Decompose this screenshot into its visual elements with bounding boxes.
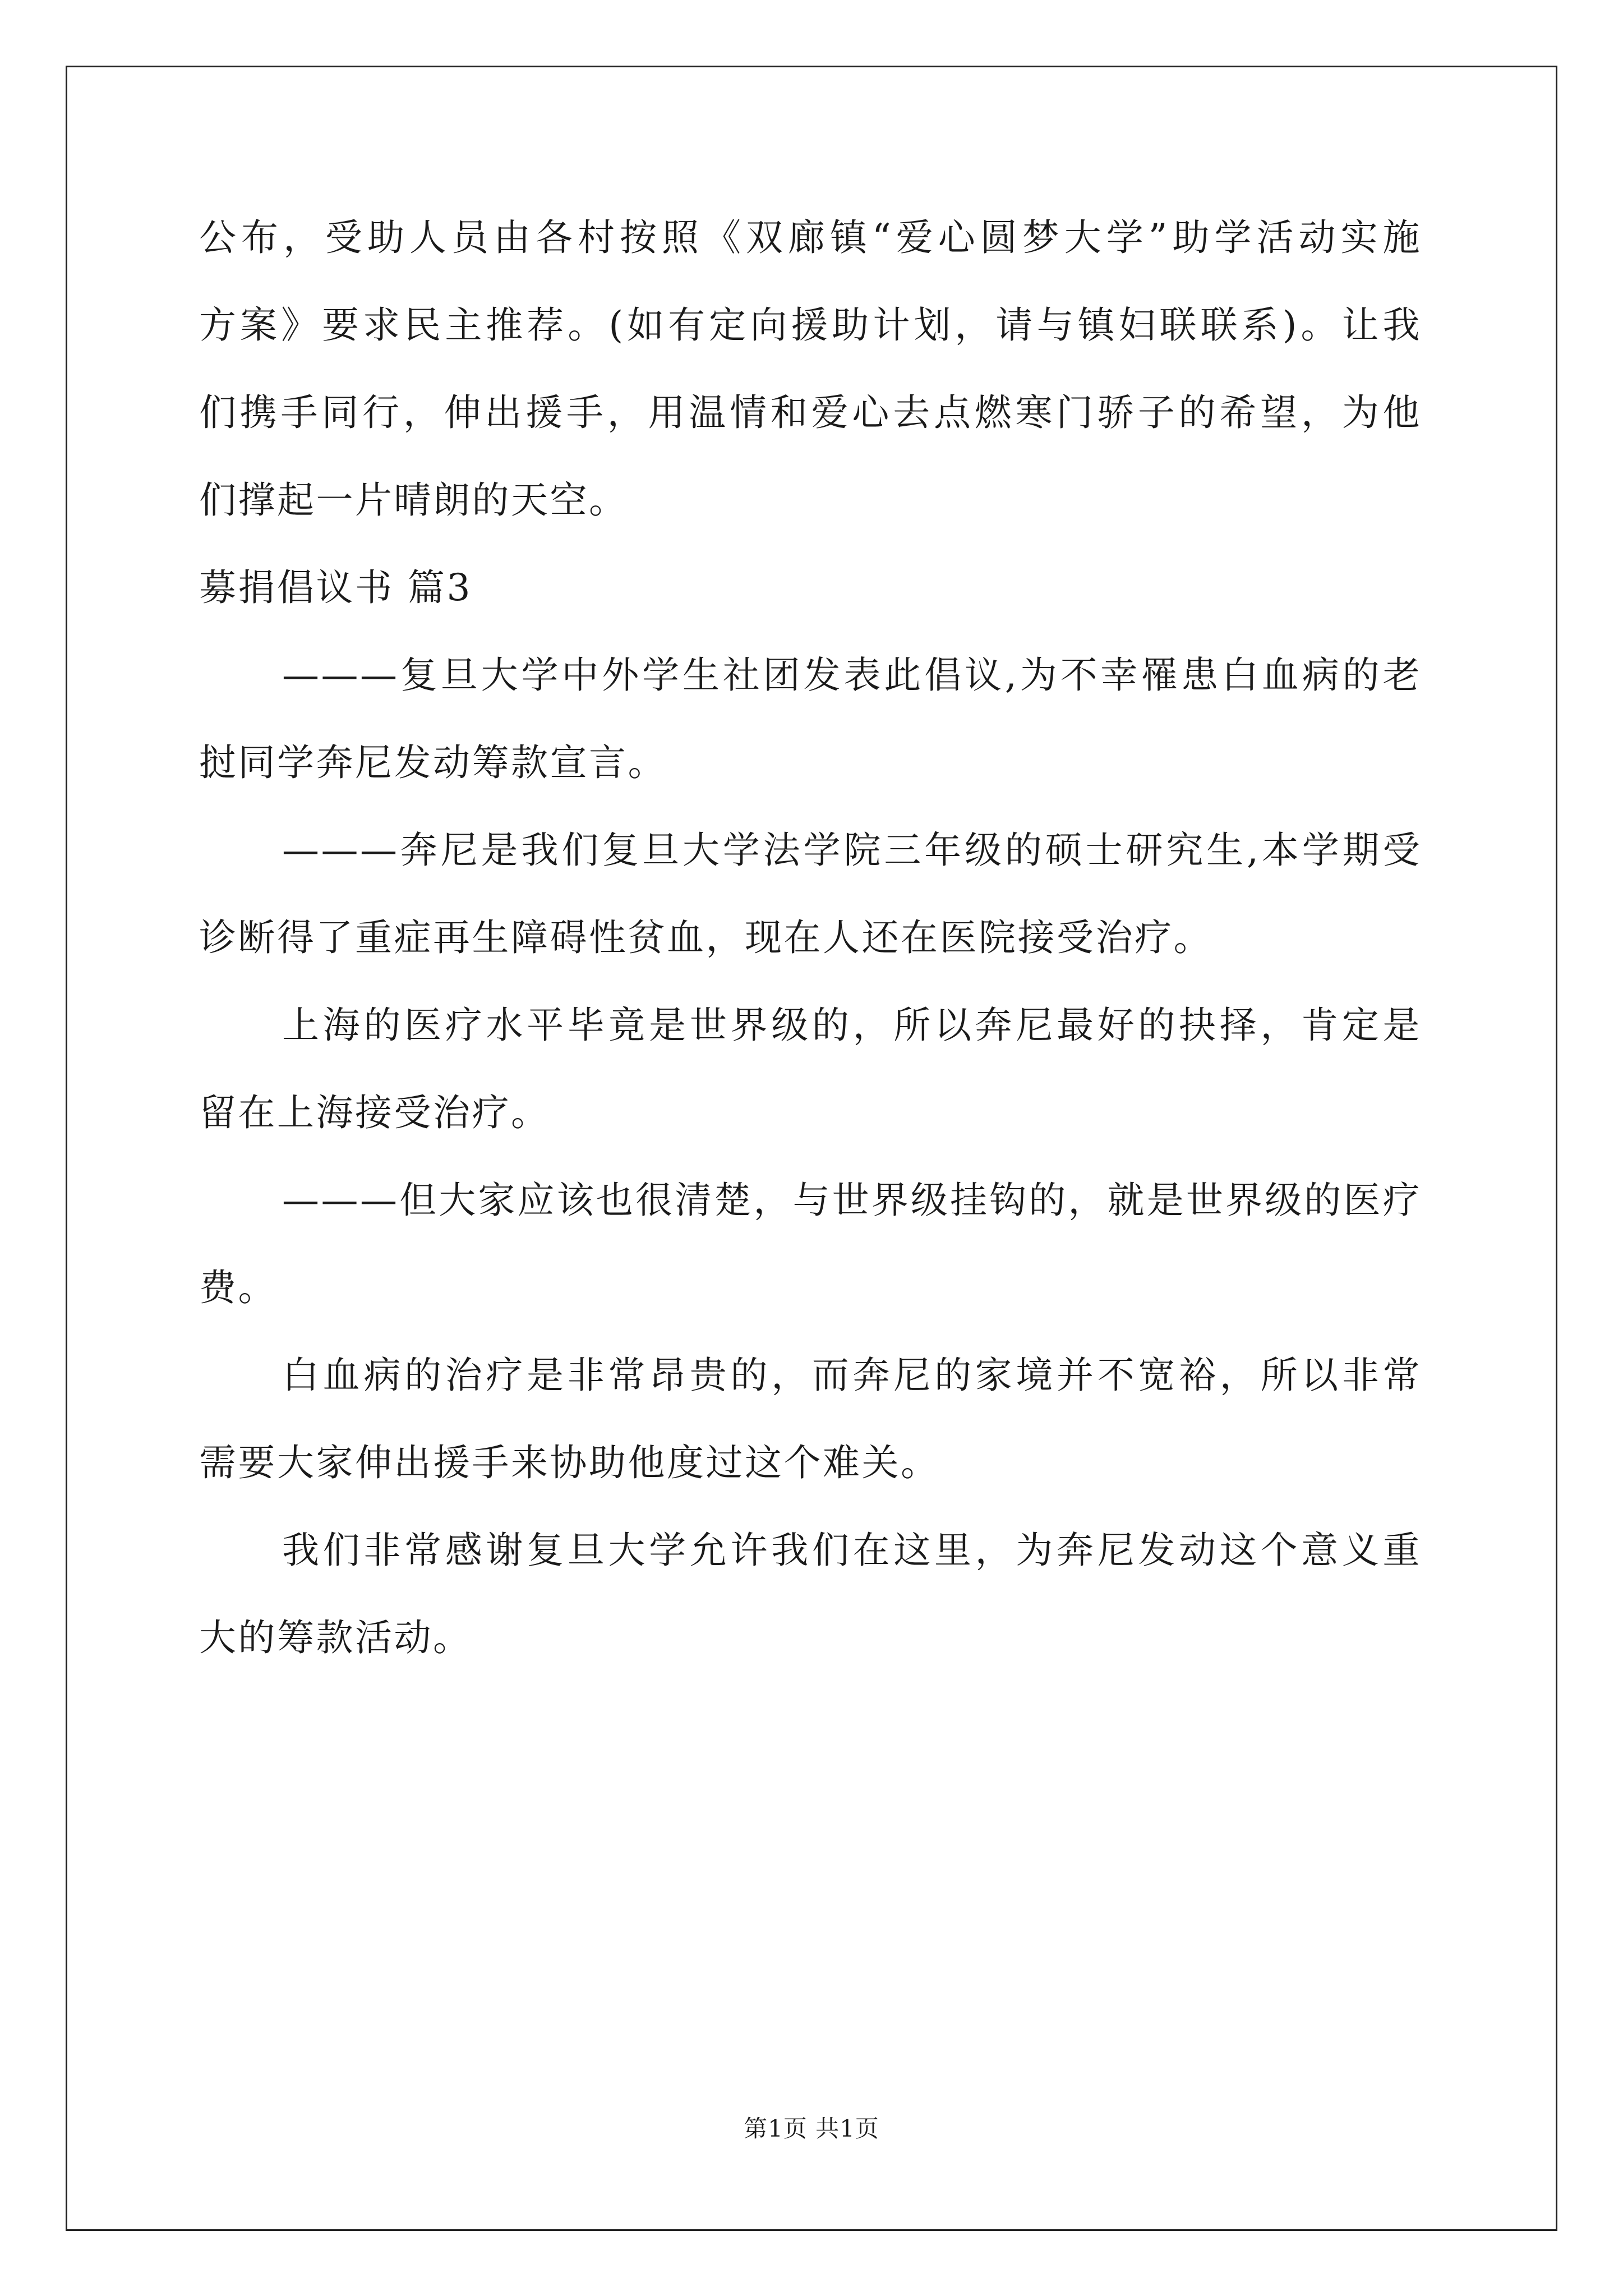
page-footer: 第1页 共1页 bbox=[744, 2115, 879, 2142]
paragraph-line: ———复旦大学中外学生社团发表此倡议,为不幸罹患白血病的老 bbox=[282, 654, 1422, 697]
paragraph-line: 方案》要求民主推荐。(如有定向援助计划，请与镇妇联联系)。让我 bbox=[199, 303, 1422, 347]
paragraph-line: 上海的医疗水平毕竟是世界级的，所以奔尼最好的抉择，肯定是 bbox=[282, 1004, 1422, 1047]
paragraph-line: 大的筹款活动。 bbox=[199, 1616, 472, 1659]
document-body bbox=[199, 218, 1422, 1705]
paragraph-line: 我们非常感谢复旦大学允许我们在这里，为奔尼发动这个意义重 bbox=[282, 1529, 1422, 1572]
paragraph-line: 白血病的治疗是非常昂贵的，而奔尼的家境并不宽裕，所以非常 bbox=[282, 1354, 1422, 1397]
paragraph-line: 费。 bbox=[199, 1266, 277, 1309]
paragraph-line: 诊断得了重症再生障碍性贫血，现在人还在医院接受治疗。 bbox=[199, 916, 1212, 959]
section-heading: 募捐倡议书 篇3 bbox=[199, 566, 472, 609]
paragraph-line: ———但大家应该也很清楚，与世界级挂钩的，就是世界级的医疗 bbox=[282, 1179, 1422, 1222]
paragraph-line: 挝同学奔尼发动筹款宣言。 bbox=[199, 741, 667, 784]
paragraph-line: ———奔尼是我们复旦大学法学院三年级的硕士研究生,本学期受 bbox=[282, 829, 1422, 872]
paragraph-line: 们撑起一片晴朗的天空。 bbox=[199, 478, 628, 522]
paragraph-line: 们携手同行，伸出援手，用温情和爱心去点燃寒门骄子的希望，为他 bbox=[199, 391, 1422, 434]
paragraph-line: 需要大家伸出援手来协助他度过这个难关。 bbox=[199, 1441, 940, 1484]
paragraph-line: 留在上海接受治疗。 bbox=[199, 1091, 550, 1134]
paragraph-line: 公布，受助人员由各村按照《双廊镇“爱心圆梦大学”助学活动实施 bbox=[199, 216, 1422, 259]
